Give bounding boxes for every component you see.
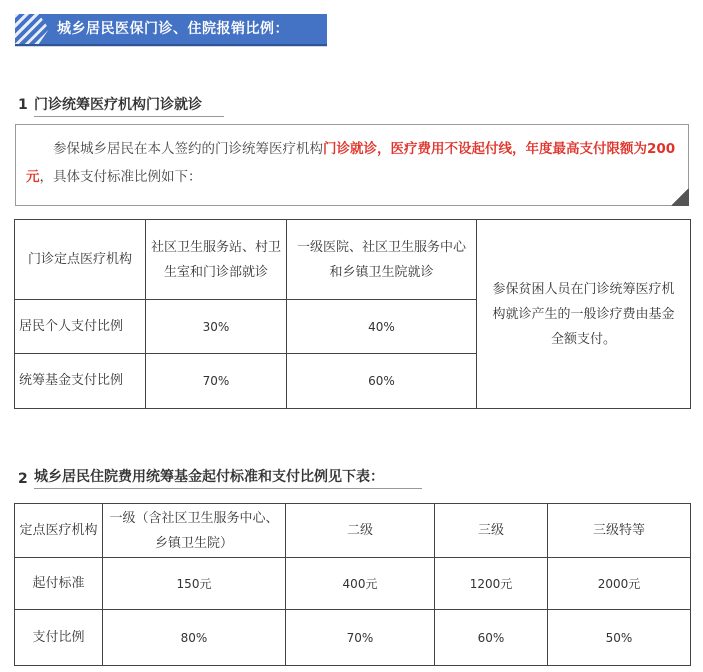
outpatient-side-note: 参保贫困人员在门诊统筹医疗机构就诊产生的一般诊疗费由基金全额支付。 bbox=[477, 220, 691, 409]
inpatient-header: 定点医疗机构 bbox=[15, 504, 103, 558]
inpatient-cell: 150元 bbox=[103, 558, 286, 610]
inpatient-cell: 1200元 bbox=[435, 558, 548, 610]
table-row bbox=[15, 504, 691, 558]
page-fold-corner bbox=[671, 188, 689, 206]
outpatient-cell: 30% bbox=[146, 300, 287, 354]
outpatient-cell: 70% bbox=[146, 354, 287, 409]
inpatient-row-label: 支付比例 bbox=[15, 610, 103, 666]
inpatient-row-label: 起付标准 bbox=[15, 558, 103, 610]
outpatient-cell: 40% bbox=[287, 300, 477, 354]
inpatient-header: 三级 bbox=[435, 504, 548, 558]
outpatient-row-label: 居民个人支付比例 bbox=[15, 300, 146, 354]
inpatient-cell: 400元 bbox=[286, 558, 435, 610]
outpatient-table bbox=[14, 219, 691, 409]
callout-text bbox=[26, 135, 676, 191]
table-row bbox=[15, 610, 691, 666]
inpatient-header: 三级特等 bbox=[548, 504, 691, 558]
inpatient-header: 二级 bbox=[286, 504, 435, 558]
inpatient-cell: 2000元 bbox=[548, 558, 691, 610]
section1-title: 门诊统筹医疗机构门诊就诊 bbox=[34, 94, 224, 117]
table-row bbox=[15, 558, 691, 610]
outpatient-col2-header: 一级医院、社区卫生服务中心和乡镇卫生院就诊 bbox=[287, 220, 477, 300]
section1-number: 1 bbox=[18, 97, 28, 113]
inpatient-cell: 60% bbox=[435, 610, 548, 666]
outpatient-row-label: 统筹基金支付比例 bbox=[15, 354, 146, 409]
outpatient-col1-header: 社区卫生服务站、村卫生室和门诊部就诊 bbox=[146, 220, 287, 300]
banner-title: 城乡居民医保门诊、住院报销比例： bbox=[57, 21, 289, 37]
outpatient-cell: 60% bbox=[287, 354, 477, 409]
inpatient-cell: 80% bbox=[103, 610, 286, 666]
banner-stripe-decoration bbox=[15, 14, 49, 44]
callout-text-part2: ，具体支付标准比例如下： bbox=[39, 169, 202, 185]
banner-underline bbox=[15, 46, 327, 47]
callout-text-part1: 参保城乡居民在本人签约的门诊统筹医疗机构 bbox=[53, 141, 323, 157]
inpatient-table bbox=[14, 503, 691, 666]
table-row bbox=[15, 220, 691, 300]
inpatient-header: 一级（含社区卫生服务中心、乡镇卫生院） bbox=[103, 504, 286, 558]
section-banner bbox=[15, 14, 327, 46]
inpatient-cell: 70% bbox=[286, 610, 435, 666]
inpatient-cell: 50% bbox=[548, 610, 691, 666]
callout-highlight: 门诊就诊，医疗费用不设起付线，年度最高支付限额为200元 bbox=[26, 141, 676, 185]
outpatient-col0-header: 门诊定点医疗机构 bbox=[15, 220, 146, 300]
section2-title: 城乡居民住院费用统筹基金起付标准和支付比例见下表： bbox=[34, 466, 422, 489]
section2-number: 2 bbox=[18, 471, 28, 487]
outpatient-callout bbox=[15, 124, 689, 206]
